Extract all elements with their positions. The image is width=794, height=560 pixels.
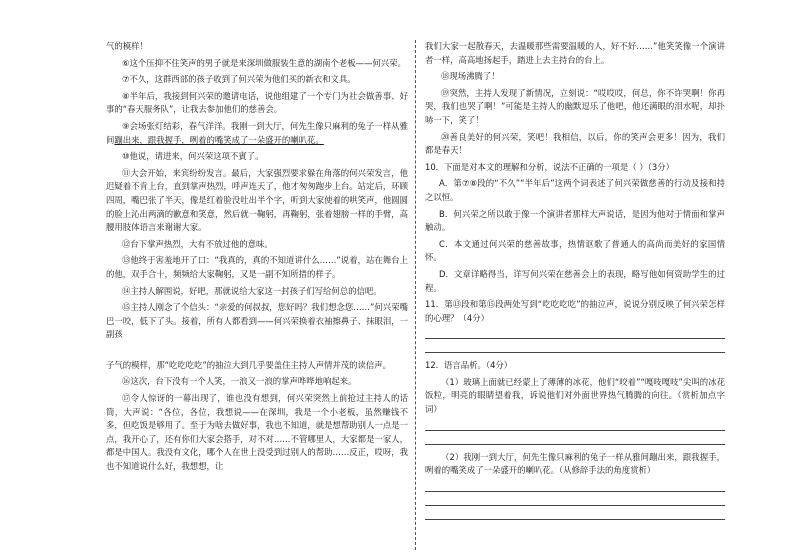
passage-paragraph: ⑬他终于害羞地开了口：“我真的，真的不知道讲什么……”说着，站在舞台上的他，双手合十，频频给大家鞠躬，又是一副不知所措的样子。: [106, 255, 408, 279]
passage-paragraph: 我们大家一起散春天，去温暖那些需要温暖的人，好不好……”他笑笑像一个演讲者一样，高高地扬起手，踏进上去主持台的台上。: [425, 41, 725, 65]
paragraph-gap: [106, 345, 408, 359]
right-column: [425, 40, 725, 526]
passage-paragraph: ⑦不久，这群西部的孩子收到了何兴荣为他们买的新衣和文具。: [122, 74, 356, 85]
passage-paragraph: ⑪大会开始，来宾纷纷发言。最后，大家强烈要求躲在角落的何兴荣发言，他迟疑着不肯上台，直到掌声热烈，呼声连天了，他才匆匆跑步上台。站定后，环顾四周，嘴巴张了半天，像是红着脸没吐出半个字，听到大家使着的哄笑声，他圆圆的脸上沁出两滴的歉意和笑意，然后就一鞠躬，再鞠躬，张着翅膀一样的手臂，高腰用肢体语言来谢谢大家。: [106, 167, 408, 233]
question-stem: （2）我刚一到大厅，何先生像只麻利的兔子一样从雅间蹦出来，跟我握手，咧着的嘴笑成了一朵盛开的喇叭花。（从修辞手法的角度赏析）: [425, 451, 725, 476]
answer-lines: [425, 338, 725, 353]
answer-line[interactable]: [425, 352, 725, 353]
question-stem: 11．第⑬段和第⑮段两处写到“吃吃吃吃”的抽泣声，说说分别反映了何兴荣怎样的心理？（4分）: [425, 299, 725, 323]
reading-passage-continued: [425, 40, 725, 158]
answer-line[interactable]: [425, 444, 725, 445]
passage-paragraph: ⑧半年后，我接到何兴荣的邀请电话，说他组建了一个专门为社会做善事、好事的“春天服务队”，让我去参加他们的慈善会。: [106, 90, 408, 115]
question-stem: （1）玻璃上面就已经蒙上了薄薄的冰花，他们“咬着”“嘎吱嘎吱”尖叫的冰花饭粒，明亮的眼睛望着我，诉说他们对外面世界热气腾腾的向往。（赏析加点字词）: [425, 376, 725, 415]
passage-paragraph: ⑫台下掌声热烈，大有不放过他的意味。: [122, 238, 273, 249]
answer-lines: [425, 430, 725, 445]
passage-paragraph: ⑱现场沸腾了！: [441, 71, 500, 82]
answer-line[interactable]: [425, 430, 725, 431]
answer-option: B．何兴荣之所以敢于像一个演讲者那样大声说话，是因为他对于情面和掌声触动。: [425, 208, 725, 233]
passage-paragraph: ⑭主持人解围说，好吧，那就说给大家这一封孩子们写给何总的信吧。: [122, 285, 382, 296]
column-divider: [415, 40, 417, 550]
passage-paragraph: [106, 120, 408, 147]
paragraph-text: ⑨会场张灯结彩，春气洋洋。我刚一到大厅，何先生像只麻利的兔子一样从雅间: [106, 120, 408, 145]
passage-paragraph: ⑮主持人刚念了个信头：“亲爱的何叔叔，您好吗？我们想念您……”何兴荣嘴巴一咬，低下了头。接着，所有人都看到——何兴荣换着衣袖擦鼻子、抹眼泪，一副孩: [106, 302, 408, 340]
passage-paragraph: 气的模样！: [106, 41, 148, 51]
question-stem: 12．语言品析。（4分）: [425, 360, 513, 371]
passage-paragraph: ⑲突然，主持人发现了新情况，立刻说：“哎哎哎，何总，你不许哭啊！你再哭，我们也哭了啊！”可能是主持人的幽默逗乐了他吧，他还满眼的泪水呢，却扑哧一下，笑了！: [425, 87, 725, 125]
answer-option: A．第⑦⑧段的“不久”“半年后”这两个词表述了何兴荣做慈善的行动及接和持之以恒。: [425, 178, 725, 202]
passage-paragraph: ⑰令人惊讶的一幕出现了，谁也没有想到，何兴荣突然上前抢过主持人的话筒，大声说：“各位，各位，我想说——在深圳，我是一个小老板，虽然赚钱不多，但吃饭是够用了。至于为啥去做好事，我也不知道，就是想帮助别人一点是一点，我开心了，还有你们大家会搭手，对不对……不管哪里人，大家都是一家人，都是中国人。我没有文化，哪个人在世上没受到过别人的帮助……反正，哎呀，我也不知道说什么好，我想想，让: [106, 393, 408, 472]
question-list: [425, 161, 725, 520]
passage-paragraph: ⑥这个压抑不住笑声的男子就是来深圳做服装生意的湖南个老板——何兴荣。: [122, 57, 406, 68]
left-column: [106, 40, 408, 477]
passage-paragraph: ⑩他说，请进来，何兴荣这项不賓了。: [122, 151, 264, 162]
answer-lines: [425, 491, 725, 520]
answer-line[interactable]: [425, 491, 725, 492]
answer-option: D．文章详略得当，详写何兴荣在慈善会上的表现，略写他如何资助学生的过程。: [425, 268, 725, 293]
answer-line[interactable]: [425, 505, 725, 506]
passage-paragraph: 子气的模样，那“吃吃吃吃”的抽泣大到几乎要盖住主持人声情并茂的读信声。: [106, 359, 392, 370]
passage-paragraph: ⑯这次，台下没有一个人笑，一浪又一浪的掌声哗哗地响起来。: [122, 376, 357, 387]
answer-line[interactable]: [425, 338, 725, 339]
underlined-sentence: 蹦出来，跟我握手，咧着的嘴笑成了一朵盛开的喇叭花。: [114, 134, 324, 145]
question-stem: 10．下面是对本文的理解和分析，说法不正确的一项是（ ）（3分）: [425, 161, 674, 172]
answer-option: C．本文通过何兴荣的慈善故事，热情讴歌了普通人的高尚而美好的家国情怀。: [425, 238, 725, 263]
answer-line[interactable]: [425, 519, 725, 520]
passage-paragraph: ⑳善良美好的何兴荣，笑吧！我相信，以后，你的笑声会更多！因为，我们都是春天！: [425, 131, 725, 156]
